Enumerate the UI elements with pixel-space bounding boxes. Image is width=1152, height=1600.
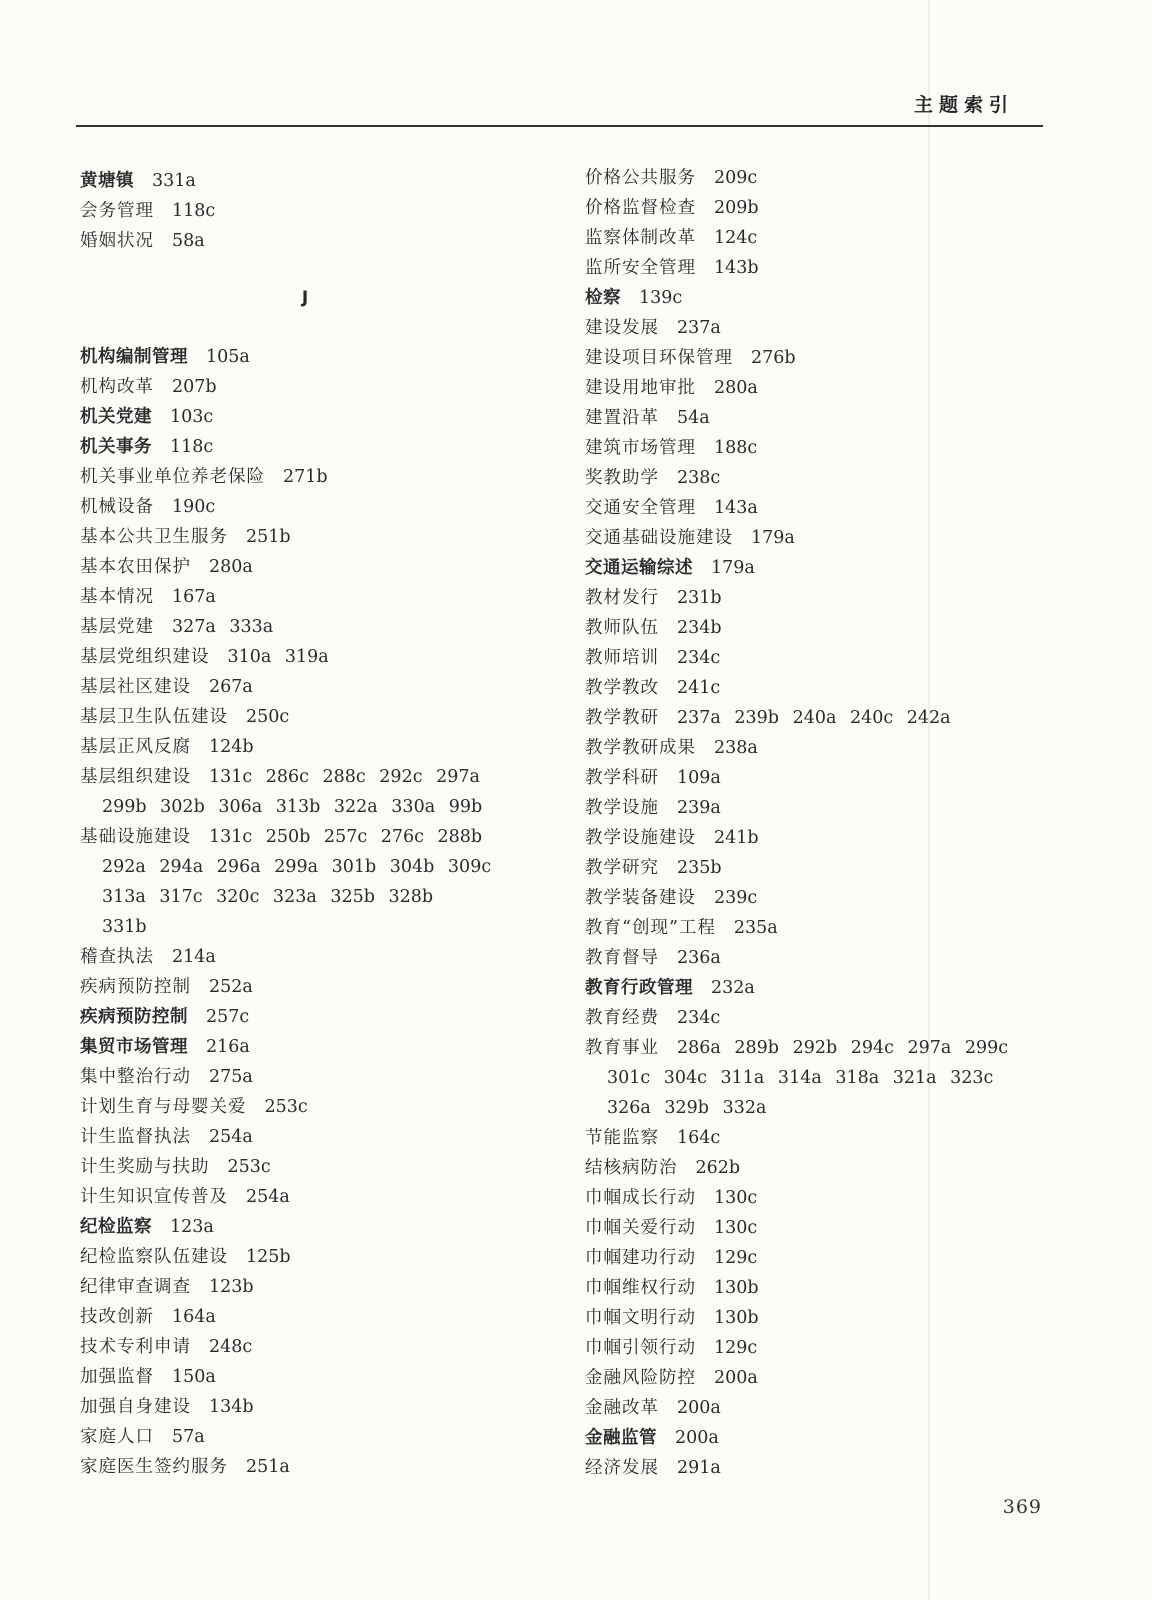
index-page-refs: 130b <box>714 1278 759 1298</box>
index-term: 基本情况 <box>80 587 154 607</box>
index-page-refs: 209b <box>714 198 759 218</box>
index-term: 建设项目环保管理 <box>585 348 733 368</box>
index-term: 金融风险防控 <box>585 1368 696 1388</box>
index-page-refs: 200a <box>714 1368 758 1388</box>
index-term: 技术专利申请 <box>80 1337 191 1357</box>
index-entry <box>80 1122 550 1152</box>
index-entry <box>585 553 1055 583</box>
index-term: 交通基础设施建设 <box>585 528 733 548</box>
index-entry <box>585 523 1055 553</box>
index-term: 加强自身建设 <box>80 1397 191 1417</box>
index-entry <box>585 853 1055 883</box>
index-entry <box>80 226 550 256</box>
left-column <box>80 166 550 1482</box>
index-term: 教育督导 <box>585 948 659 968</box>
index-page-refs: 234c <box>677 648 721 668</box>
index-entry <box>585 883 1055 913</box>
index-term: 计生奖励与扶助 <box>80 1157 210 1177</box>
index-page-refs: 235a <box>733 918 778 938</box>
index-page-refs: 167a <box>172 587 216 607</box>
index-term: 计生知识宣传普及 <box>80 1187 228 1207</box>
index-entry <box>80 1302 550 1332</box>
index-page-refs: 280a <box>209 557 253 577</box>
index-entry <box>585 1393 1055 1423</box>
index-page-refs: 179a <box>751 528 795 548</box>
index-page-refs: 275a <box>209 1067 253 1087</box>
index-term: 节能监察 <box>585 1128 659 1148</box>
index-page-refs: 143b <box>714 258 759 278</box>
index-entry <box>80 822 550 852</box>
index-entry <box>585 1033 1055 1063</box>
index-page-refs: 313a 317c 320c 323a 325b 328b <box>102 887 434 907</box>
index-entry <box>585 703 1055 733</box>
index-entry <box>585 1303 1055 1333</box>
index-entry <box>585 1213 1055 1243</box>
index-entry <box>80 402 550 432</box>
index-entry <box>585 313 1055 343</box>
index-page-refs: 164c <box>677 1128 721 1148</box>
index-page-refs: 109a <box>677 768 721 788</box>
index-term: 纪律审查调查 <box>80 1277 191 1297</box>
index-term: 基层党建 <box>80 617 154 637</box>
section-letter-heading: J <box>301 288 309 308</box>
index-page-refs: 234b <box>677 618 722 638</box>
index-page-refs: 241c <box>677 678 721 698</box>
index-entry <box>585 253 1055 283</box>
index-entry <box>80 672 550 702</box>
index-term: 奖教助学 <box>585 468 659 488</box>
index-term: 基层正风反腐 <box>80 737 191 757</box>
index-term: 巾帼维权行动 <box>585 1278 696 1298</box>
index-page-refs: 129c <box>714 1338 758 1358</box>
index-term: 教学科研 <box>585 768 659 788</box>
index-entry <box>80 196 550 226</box>
index-page-refs: 130c <box>714 1218 758 1238</box>
index-page-refs: 124b <box>209 737 254 757</box>
page-number: 369 <box>1002 1496 1042 1518</box>
index-page-refs: 105a <box>206 347 250 367</box>
index-term: 金融改革 <box>585 1398 659 1418</box>
index-page-refs: 310a 319a <box>227 647 329 667</box>
index-page-refs: 237a <box>677 318 721 338</box>
index-term: 婚姻状况 <box>80 231 154 251</box>
index-entry <box>585 793 1055 823</box>
index-page-refs: 267a <box>209 677 253 697</box>
index-page-refs: 331b <box>102 917 147 937</box>
index-term: 结核病防治 <box>585 1158 678 1178</box>
index-entry <box>80 1362 550 1392</box>
index-page-refs: 239a <box>677 798 721 818</box>
index-entry <box>585 1123 1055 1153</box>
index-entry <box>80 1152 550 1182</box>
index-entry <box>585 463 1055 493</box>
index-page-refs: 209c <box>714 168 758 188</box>
index-page-refs: 262b <box>695 1158 741 1178</box>
index-term: 会务管理 <box>80 201 154 221</box>
index-term: 巾帼关爱行动 <box>585 1218 696 1238</box>
index-page-refs: 251b <box>246 527 291 547</box>
index-page-refs: 179a <box>711 558 755 578</box>
right-entries <box>585 163 1055 1483</box>
index-entry <box>585 913 1055 943</box>
index-entry <box>585 613 1055 643</box>
index-entry <box>80 1242 550 1272</box>
index-entry <box>80 1422 550 1452</box>
index-term: 计划生育与母婴关爱 <box>80 1097 247 1117</box>
index-page-refs: 123a <box>170 1217 214 1237</box>
index-term: 家庭医生签约服务 <box>80 1457 228 1477</box>
index-term: 教学教研成果 <box>585 738 696 758</box>
index-term: 疾病预防控制 <box>80 1007 188 1027</box>
index-entry <box>80 1332 550 1362</box>
index-page-refs: 232a <box>711 978 755 998</box>
index-page-refs: 280a <box>714 378 758 398</box>
index-page-refs: 327a 333a <box>172 617 274 637</box>
index-page-refs: 253c <box>264 1097 308 1117</box>
index-term: 教学教改 <box>585 678 659 698</box>
index-page-refs: 54a <box>677 408 710 428</box>
index-entry <box>80 462 550 492</box>
index-term: 教育经费 <box>585 1008 659 1028</box>
index-term: 纪检监察 <box>80 1217 152 1237</box>
index-term: 教学教研 <box>585 708 659 728</box>
index-page-refs: 237a 239b 240a 240c 242a <box>677 708 951 728</box>
index-entry-continuation <box>80 852 550 882</box>
index-page-refs: 251a <box>246 1457 290 1477</box>
index-entry <box>585 1003 1055 1033</box>
index-page-refs: 301c 304c 311a 314a 318a 321a 323c <box>607 1068 994 1088</box>
index-page-refs: 216a <box>206 1037 250 1057</box>
index-term: 技改创新 <box>80 1307 154 1327</box>
index-term: 基层卫生队伍建设 <box>80 707 228 727</box>
index-entry <box>585 163 1055 193</box>
index-term: 机构改革 <box>80 377 154 397</box>
index-page-refs: 248c <box>209 1337 253 1357</box>
index-entry <box>80 1092 550 1122</box>
index-term: 建置沿革 <box>585 408 659 428</box>
index-page-refs: 131c 286c 288c 292c 297a <box>209 767 480 787</box>
index-term: 交通运输综述 <box>585 558 693 578</box>
index-page-refs: 57a <box>172 1427 205 1447</box>
index-term: 加强监督 <box>80 1367 154 1387</box>
index-entry <box>80 1032 550 1062</box>
index-page-refs: 253c <box>227 1157 271 1177</box>
index-entry <box>585 1363 1055 1393</box>
index-term: 教师培训 <box>585 648 659 668</box>
index-entry <box>585 823 1055 853</box>
index-entry <box>585 493 1055 523</box>
index-entry <box>585 343 1055 373</box>
index-page-refs: 123b <box>209 1277 254 1297</box>
index-page-refs: 188c <box>714 438 758 458</box>
index-entry <box>80 732 550 762</box>
index-entry <box>80 942 550 972</box>
page-header-title: 主题索引 <box>913 94 1014 116</box>
index-entry <box>80 612 550 642</box>
index-entry <box>80 522 550 552</box>
index-term: 检察 <box>585 288 621 308</box>
index-term: 价格公共服务 <box>585 168 696 188</box>
index-page-refs: 164a <box>172 1307 216 1327</box>
index-page-refs: 271b <box>283 467 328 487</box>
index-entry <box>585 1183 1055 1213</box>
index-term: 巾帼成长行动 <box>585 1188 696 1208</box>
index-entry <box>80 1062 550 1092</box>
index-entry <box>585 1273 1055 1303</box>
index-entry <box>585 1453 1055 1483</box>
index-term: 机关事业单位养老保险 <box>80 467 265 487</box>
index-page-refs: 238c <box>677 468 721 488</box>
index-entry <box>80 642 550 672</box>
index-term: 集贸市场管理 <box>80 1037 188 1057</box>
index-term: 教学装备建设 <box>585 888 696 908</box>
index-entry <box>585 673 1055 703</box>
header-rule <box>76 125 1043 127</box>
index-page-refs: 214a <box>172 947 216 967</box>
index-entry <box>585 1153 1055 1183</box>
index-page-refs: 200a <box>675 1428 719 1448</box>
index-entry-continuation <box>585 1063 1055 1093</box>
index-entry <box>80 1212 550 1242</box>
index-term: 机关党建 <box>80 407 152 427</box>
index-page-refs: 291a <box>677 1458 721 1478</box>
index-entry <box>80 582 550 612</box>
index-page-refs: 118c <box>170 437 214 457</box>
top-entries <box>80 166 550 256</box>
index-term: 基层组织建设 <box>80 767 191 787</box>
index-entry <box>80 1272 550 1302</box>
index-term: 教师队伍 <box>585 618 659 638</box>
index-term: 基层社区建设 <box>80 677 191 697</box>
index-term: 计生监督执法 <box>80 1127 191 1147</box>
index-entry <box>80 1392 550 1422</box>
index-page-refs: 236a <box>677 948 721 968</box>
index-page-refs: 254a <box>246 1187 290 1207</box>
index-term: 教学研究 <box>585 858 659 878</box>
index-term: 稽查执法 <box>80 947 154 967</box>
index-entry <box>80 432 550 462</box>
index-page-refs: 257c <box>206 1007 250 1027</box>
index-page-refs: 286a 289b 292b 294c 297a 299c <box>677 1038 1009 1058</box>
index-entry <box>585 1243 1055 1273</box>
index-page-refs: 331a <box>152 171 196 191</box>
index-entry <box>585 403 1055 433</box>
index-term: 基本公共卫生服务 <box>80 527 228 547</box>
index-term: 巾帼文明行动 <box>585 1308 696 1328</box>
index-page-refs: 231b <box>677 588 722 608</box>
index-term: 教学设施建设 <box>585 828 696 848</box>
index-page-refs: 254a <box>209 1127 253 1147</box>
index-term: 价格监督检查 <box>585 198 696 218</box>
index-term: 黄塘镇 <box>80 171 134 191</box>
index-term: 金融监管 <box>585 1428 657 1448</box>
index-term: 建设用地审批 <box>585 378 696 398</box>
index-entry <box>585 373 1055 403</box>
left-entries <box>80 342 550 1482</box>
index-page-refs: 276b <box>751 348 796 368</box>
index-entry <box>585 973 1055 1003</box>
index-entry <box>80 762 550 792</box>
index-page-refs: 139c <box>639 288 683 308</box>
right-column <box>585 163 1055 1483</box>
index-page-refs: 134b <box>209 1397 254 1417</box>
index-page-refs: 235b <box>677 858 722 878</box>
index-page-refs: 239c <box>714 888 758 908</box>
index-term: 建筑市场管理 <box>585 438 696 458</box>
index-page-refs: 150a <box>172 1367 216 1387</box>
index-entry <box>585 763 1055 793</box>
index-term: 机构编制管理 <box>80 347 188 367</box>
index-page-refs: 125b <box>246 1247 291 1267</box>
index-entry <box>80 1002 550 1032</box>
index-entry <box>80 372 550 402</box>
index-page-refs: 143a <box>714 498 758 518</box>
index-entry <box>585 643 1055 673</box>
index-entry-continuation <box>80 912 550 942</box>
index-term: 疾病预防控制 <box>80 977 191 997</box>
index-page-refs: 190c <box>172 497 216 517</box>
index-page-refs: 103c <box>170 407 214 427</box>
index-page-refs: 58a <box>172 231 205 251</box>
index-term: 建设发展 <box>585 318 659 338</box>
index-entry <box>585 223 1055 253</box>
index-entry-continuation <box>80 792 550 822</box>
index-page-refs: 200a <box>677 1398 721 1418</box>
index-page-refs: 326a 329b 332a <box>607 1098 767 1118</box>
index-term: 交通安全管理 <box>585 498 696 518</box>
index-page-refs: 118c <box>172 201 216 221</box>
index-term: 巾帼建功行动 <box>585 1248 696 1268</box>
index-term: 监察体制改革 <box>585 228 696 248</box>
index-term: 监所安全管理 <box>585 258 696 278</box>
index-entry <box>80 552 550 582</box>
index-entry <box>80 492 550 522</box>
index-entry <box>80 166 550 196</box>
index-page-refs: 129c <box>714 1248 758 1268</box>
index-term: 基层党组织建设 <box>80 647 210 667</box>
index-term: 机关事务 <box>80 437 152 457</box>
index-term: 教育事业 <box>585 1038 659 1058</box>
index-entry <box>585 1333 1055 1363</box>
index-page-refs: 131c 250b 257c 276c 288b <box>209 827 483 847</box>
index-page-refs: 252a <box>209 977 253 997</box>
index-page-refs: 238a <box>714 738 758 758</box>
index-entry <box>585 943 1055 973</box>
index-entry <box>585 433 1055 463</box>
index-term: 机械设备 <box>80 497 154 517</box>
index-term: 教育行政管理 <box>585 978 693 998</box>
index-entry <box>585 1423 1055 1453</box>
index-entry <box>585 583 1055 613</box>
index-entry <box>585 193 1055 223</box>
index-term: 教学设施 <box>585 798 659 818</box>
index-entry <box>585 283 1055 313</box>
index-entry <box>80 702 550 732</box>
index-page-refs: 299b 302b 306a 313b 322a 330a 99b <box>102 797 483 817</box>
index-entry <box>80 342 550 372</box>
index-term: 巾帼引领行动 <box>585 1338 696 1358</box>
index-page-refs: 292a 294a 296a 299a 301b 304b 309c <box>102 857 492 877</box>
index-page-refs: 234c <box>677 1008 721 1028</box>
index-entry-continuation <box>585 1093 1055 1123</box>
index-entry <box>80 1182 550 1212</box>
index-term: 纪检监察队伍建设 <box>80 1247 228 1267</box>
index-term: 家庭人口 <box>80 1427 154 1447</box>
index-term: 基本农田保护 <box>80 557 191 577</box>
index-term: 经济发展 <box>585 1458 659 1478</box>
index-page-refs: 250c <box>246 707 290 727</box>
index-page-refs: 241b <box>714 828 759 848</box>
index-page-refs: 130b <box>714 1308 759 1328</box>
index-term: 基础设施建设 <box>80 827 191 847</box>
index-entry <box>80 1452 550 1482</box>
index-page-refs: 124c <box>714 228 758 248</box>
index-term: 集中整治行动 <box>80 1067 191 1087</box>
index-entry-continuation <box>80 882 550 912</box>
index-page-refs: 130c <box>714 1188 758 1208</box>
index-term: 教材发行 <box>585 588 659 608</box>
index-page-refs: 207b <box>172 377 217 397</box>
index-entry <box>585 733 1055 763</box>
index-entry <box>80 972 550 1002</box>
index-term: 教育“创现”工程 <box>585 918 716 938</box>
